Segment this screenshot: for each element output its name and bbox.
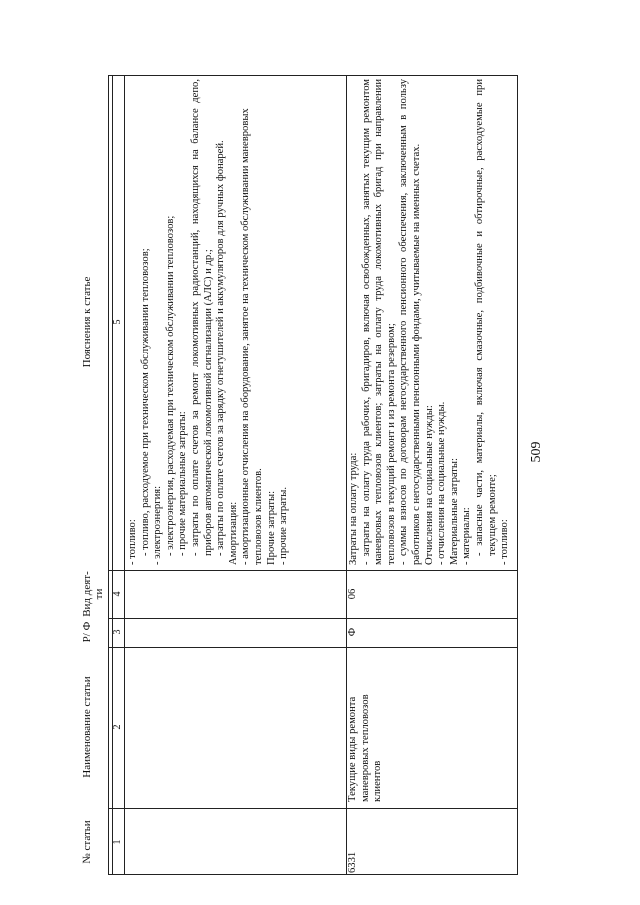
col-divider-1-2: [108, 808, 518, 809]
row1-line: - электроэнергия, расходуемая при техническом обслуживании тепловозов;: [164, 215, 176, 556]
row1-line: - амортизационные отчисления на оборудование, занятое на техническом обслуживании маневровых тепловозов клиентов.: [240, 108, 264, 565]
colnum-2: 2: [112, 724, 123, 730]
colnum-3: 3: [112, 629, 123, 635]
row2-line: - запасные части, материалы, включая смазочные, подбивочные и обтирочные, расходуемые при текущем ремонте;: [473, 79, 498, 556]
row1-line: - прочие затраты.: [278, 486, 290, 565]
col-divider-3-4: [108, 618, 518, 619]
row1-line: - затраты по оплате счетов за ремонт локомотивных радиостанций, находящихся на балансе депо, приборов автоматической локомотивной сигнализации (АЛС) и др.;: [189, 79, 214, 556]
header-article-name: Наименование статьи: [81, 676, 93, 778]
row2-line: Затраты на оплату труда:: [348, 452, 359, 565]
row1-explanation: [127, 79, 345, 565]
row2-line: Материальные затраты:: [448, 458, 460, 565]
row2-article-number: 6331: [347, 851, 358, 873]
colnum-1: 1: [112, 839, 123, 845]
row1-line: Амортизация:: [227, 501, 239, 565]
header-activity-type: Вид деят-ти: [81, 571, 105, 617]
header-rf: Р/ Ф: [81, 621, 93, 643]
header-explanations: Пояснения к статье: [81, 276, 93, 368]
row2-line: - материалы:: [461, 507, 473, 565]
row2-line: - отчисления на социальные нужды.: [436, 401, 448, 565]
row2-explanation: [348, 79, 516, 565]
colnum-divider: [124, 75, 125, 875]
row1-line: Прочие затраты:: [265, 490, 277, 565]
row2-article-name: Текущие виды ремонта маневровых тепловозов клиентов: [347, 694, 384, 802]
row1-line: - прочие материальные затраты:: [177, 411, 189, 556]
row2-line: - затраты на оплату труда рабочих, бригадиров, включая освобожденных, занятых текущим ремонтом маневровых тепловозов клиентов; затраты на оплату труда локомотивных бригад при направлении тепловозов в текущий ремонт и из ремонта резервом;: [360, 79, 397, 565]
colnum-4: 4: [112, 591, 123, 597]
col-divider-2-3: [108, 647, 518, 648]
col-divider-4-5: [108, 570, 518, 571]
page-number: 509: [529, 441, 544, 463]
row2-rf: Ф: [347, 627, 358, 637]
row1-line: - электроэнергия:: [152, 485, 164, 565]
row2-line: - суммы взносов по договорам негосударственного пенсионного обеспечения, заключенным в пользу работников с негосударственными пенсионными фондами, учитываемые на именных счетах.: [398, 79, 422, 565]
row1-line: - топливо, расходуемое при техническом обслуживании тепловозов;: [139, 248, 151, 556]
row1-line: - затраты по оплате счетов за зарядку огнетушителей и аккумуляторов для ручных фонарей.: [215, 140, 227, 556]
row2-line: - топливо:: [499, 519, 511, 565]
header-article-number: № статьи: [81, 820, 93, 864]
row2-activity: 06: [347, 588, 358, 600]
row2-line: Отчисления на социальные нужды:: [423, 405, 435, 565]
row1-line: - топливо:: [127, 519, 138, 565]
colnum-5: 5: [112, 319, 123, 325]
